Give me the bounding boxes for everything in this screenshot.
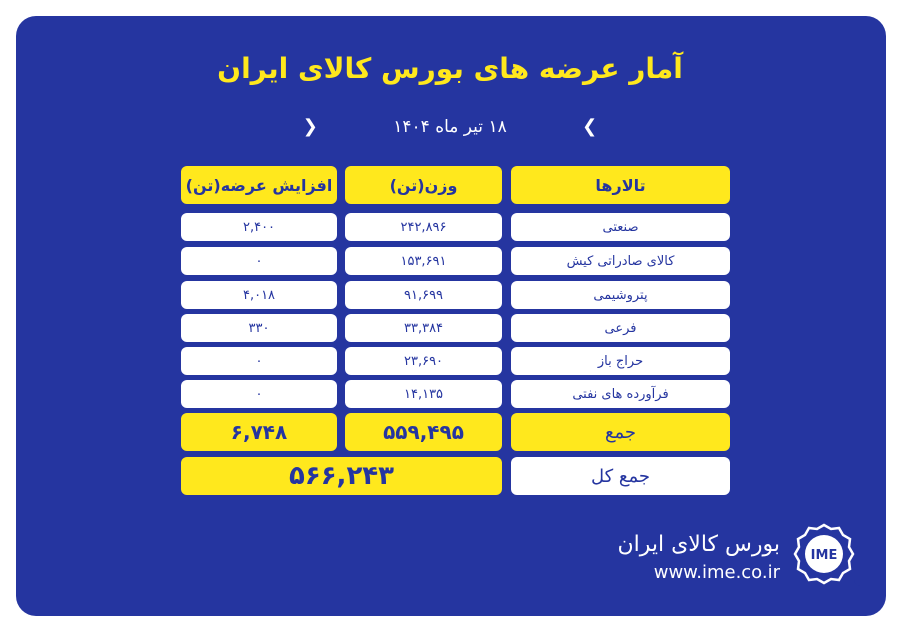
cell-weight: ۱۴,۱۳۵ (345, 380, 502, 408)
header-hall: تالارها (511, 166, 730, 204)
ime-logo-icon (793, 523, 855, 585)
cell-weight: ۱۵۳,۶۹۱ (345, 247, 502, 275)
cell-hall: کالای صادراتی کیش (511, 247, 730, 275)
cell-hall: فرعی (511, 314, 730, 342)
chevron-right-icon[interactable]: ❯ (582, 116, 598, 137)
cell-hall: فرآورده های نفتی (511, 380, 730, 408)
sum-weight: ۵۵۹,۴۹۵ (345, 413, 502, 451)
cell-weight: ۲۴۲,۸۹۶ (345, 213, 502, 241)
sum-increase: ۶,۷۴۸ (181, 413, 337, 451)
date-label: ۱۸ تیر ماه ۱۴۰۴ (393, 117, 507, 137)
header-weight: وزن(تن) (345, 166, 502, 204)
header-increase: افزایش عرضه(تن) (181, 166, 337, 204)
cell-weight: ۳۳,۳۸۴ (345, 314, 502, 342)
cell-hall: پتروشیمی (511, 281, 730, 309)
page-title: آمار عرضه های بورس کالای ایران (217, 52, 683, 85)
cell-weight: ۲۳,۶۹۰ (345, 347, 502, 375)
logo-text: IME (810, 548, 838, 563)
cell-weight: ۹۱,۶۹۹ (345, 281, 502, 309)
cell-increase: ۰ (181, 380, 337, 408)
cell-increase: ۳۳۰ (181, 314, 337, 342)
sum-label: جمع (511, 413, 730, 451)
chevron-left-icon[interactable]: ❮ (302, 116, 318, 137)
cell-increase: ۴,۰۱۸ (181, 281, 337, 309)
footer-brand-name: بورس کالای ایران (617, 532, 780, 557)
cell-increase: ۰ (181, 347, 337, 375)
grand-total-label: جمع کل (511, 457, 730, 495)
cell-increase: ۰ (181, 247, 337, 275)
cell-increase: ۲,۴۰۰ (181, 213, 337, 241)
grand-total-value: ۵۶۶,۲۴۳ (181, 457, 502, 495)
footer-website-link[interactable]: www.ime.co.ir (653, 562, 780, 583)
cell-hall: صنعتی (511, 213, 730, 241)
cell-hall: حراج باز (511, 347, 730, 375)
